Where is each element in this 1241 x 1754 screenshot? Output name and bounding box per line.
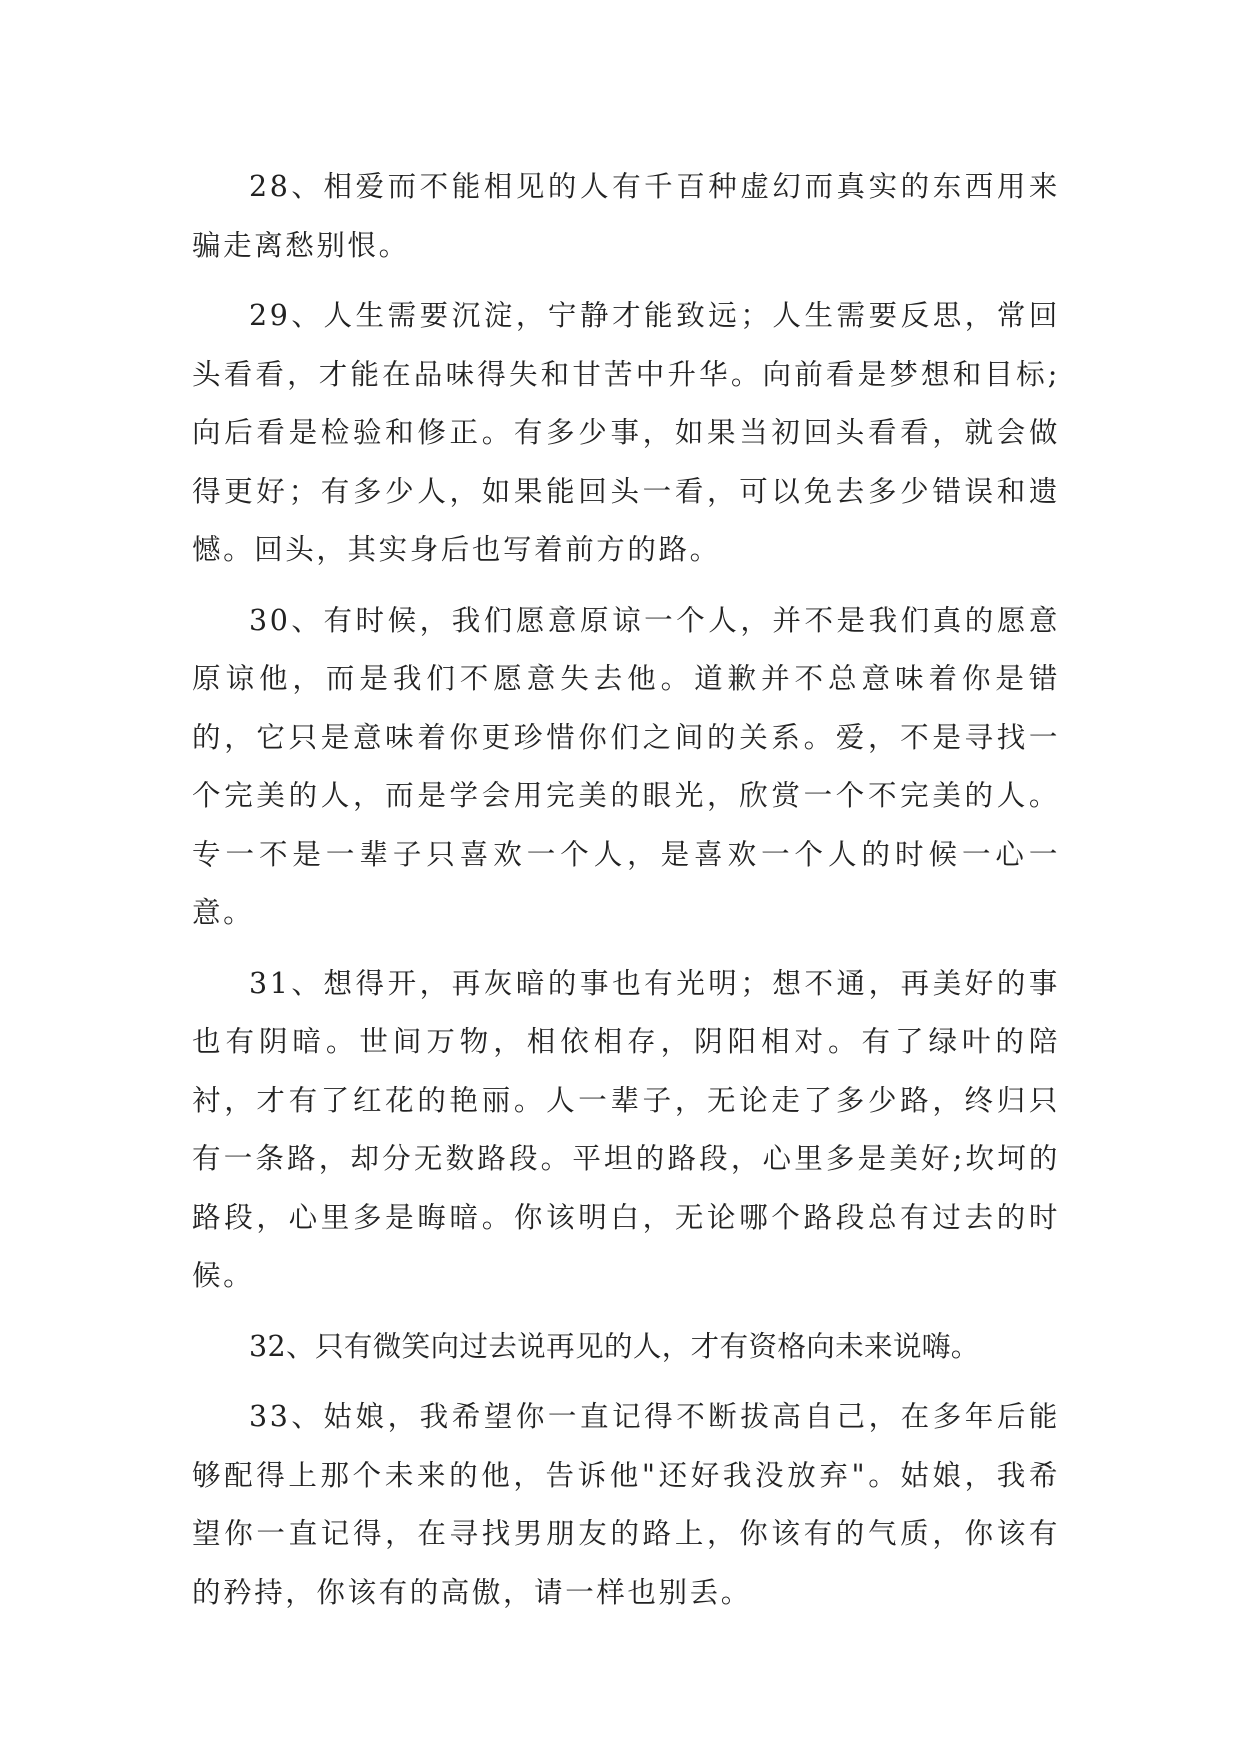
paragraph-33: 33、姑娘，我希望你一直记得不断拔高自己，在多年后能够配得上那个未来的他，告诉他"还好我没放弃"。姑娘，我希望你一直记得，在寻找男朋友的路上，你该有的气质，你该有的矜持，你该有的高傲，请一样也别丢。 <box>192 1400 1060 1609</box>
document-body <box>192 158 1060 1634</box>
paragraph-31: 31、想得开，再灰暗的事也有光明；想不通，再美好的事也有阴暗。世间万物，相依相存，阴阳相对。有了绿叶的陪衬，才有了红花的艳丽。人一辈子，无论走了多少路，终归只有一条路，却分无数路段。平坦的路段，心里多是美好;坎坷的路段，心里多是晦暗。你该明白，无论哪个路段总有过去的时候。 <box>192 966 1060 1292</box>
paragraph-30: 30、有时候，我们愿意原谅一个人，并不是我们真的愿意原谅他，而是我们不愿意失去他。道歉并不总意味着你是错的，它只是意味着你更珍惜你们之间的关系。爱，不是寻找一个完美的人，而是学会用完美的眼光，欣赏一个不完美的人。专一不是一辈子只喜欢一个人，是喜欢一个人的时候一心一意。 <box>192 603 1060 929</box>
paragraph-28: 28、相爱而不能相见的人有千百种虚幻而真实的东西用来骗走离愁别恨。 <box>192 170 1060 262</box>
paragraph-32: 32、只有微笑向过去说再见的人，才有资格向未来说嗨。 <box>249 1329 980 1363</box>
paragraph-29: 29、人生需要沉淀，宁静才能致远；人生需要反思，常回头看看，才能在品味得失和甘苦中升华。向前看是梦想和目标;向后看是检验和修正。有多少事，如果当初回头看看，就会做得更好；有多少人，如果能回头一看，可以免去多少错误和遗憾。回头，其实身后也写着前方的路。 <box>192 299 1060 566</box>
